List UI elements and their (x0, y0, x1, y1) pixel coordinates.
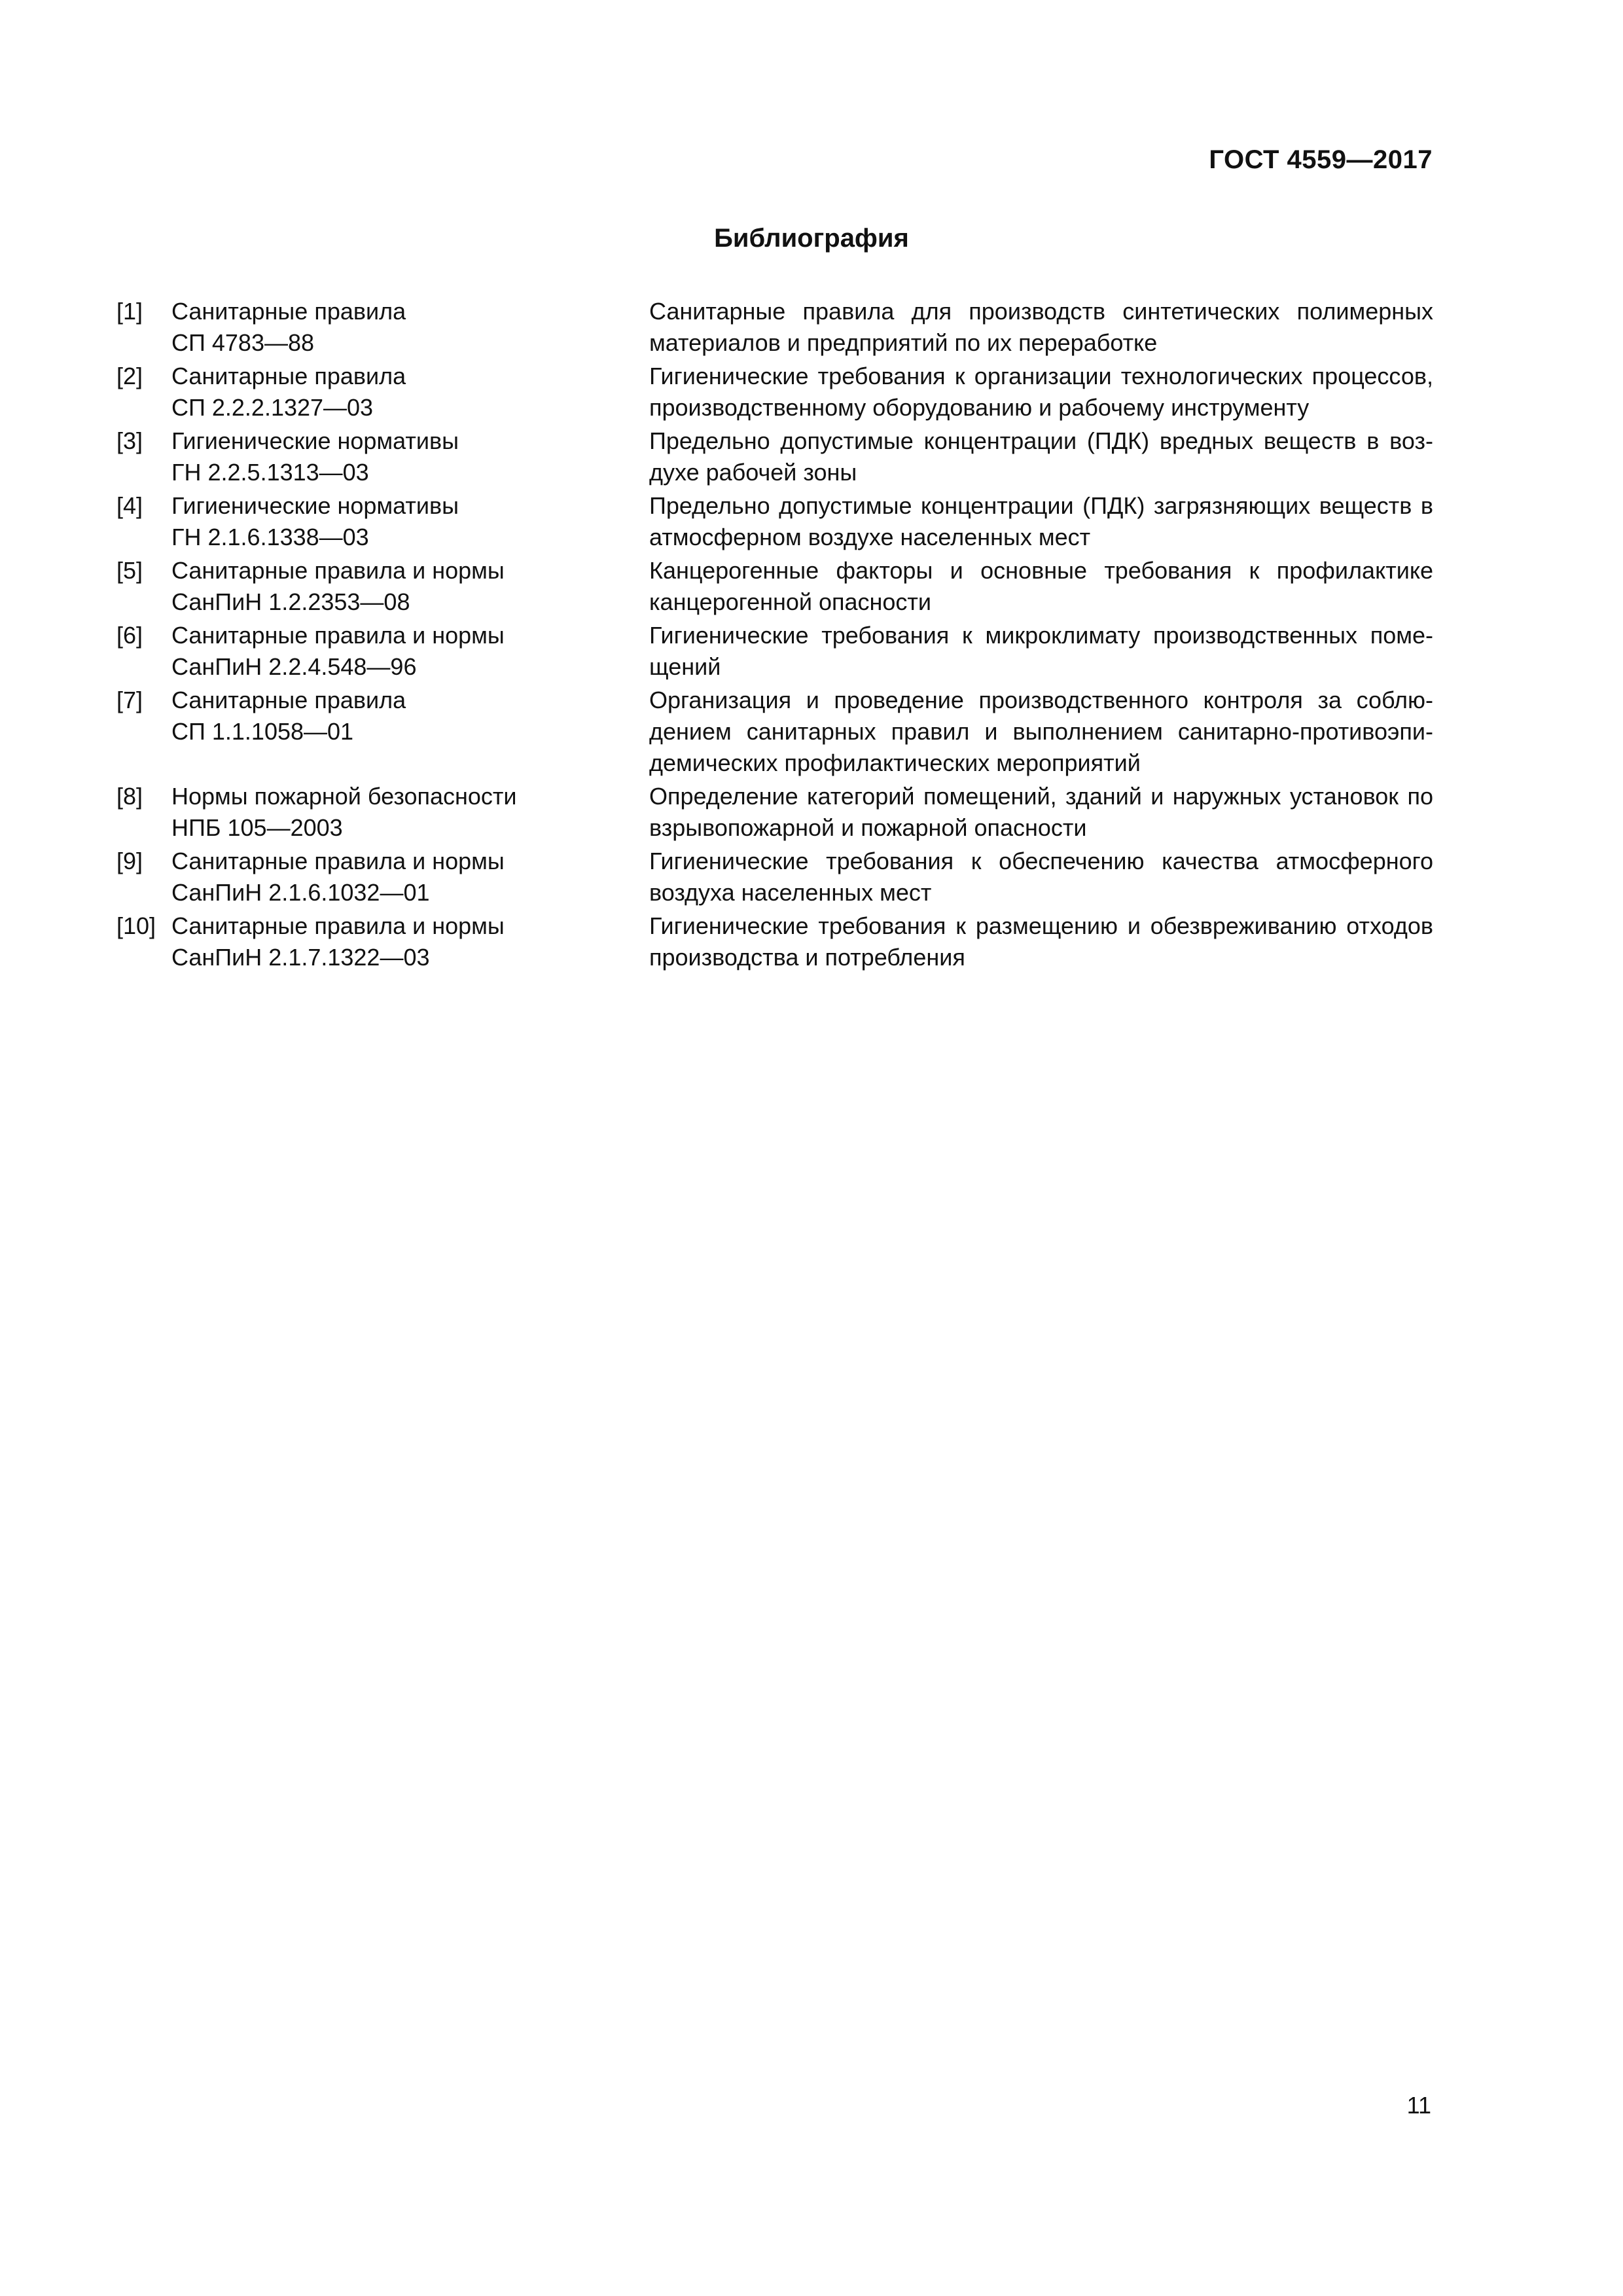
entry-title: Гигиенические требования к размещению и обезвреживанию отходов производства и потребления (649, 912, 1433, 971)
entry-document (171, 555, 649, 618)
entry-document (171, 685, 649, 779)
entry-document-id: ГН 2.2.5.1313—03 (171, 459, 369, 486)
entry-number: [4] (116, 492, 143, 519)
entry-document-id: СанПиН 2.1.7.1322—03 (171, 944, 430, 971)
entry-number: [5] (116, 557, 143, 584)
entry-document-id: СП 2.2.2.1327—03 (171, 394, 374, 421)
entry-document-type: Санитарные правила (171, 363, 406, 389)
entry-document-type: Санитарные правила (171, 687, 406, 713)
entry-document-type: Гигиенические нормативы (171, 427, 459, 454)
entry-title: Предельно допустимые концентрации (ПДК) загрязняющих веществ в атмосферном воздухе населенных мест (649, 492, 1433, 550)
page-number: 11 (1406, 2092, 1431, 2119)
entry-title: Санитарные правила для производств синтетических полимерных материалов и предприятий по их переработке (649, 298, 1433, 356)
entry-title: Организация и проведение производственного контроля за соблюдением санитарных правил и выполнением санитарно-противоэпидемических профилактических мероприятий (649, 687, 1433, 776)
entry-document-id: СанПиН 2.2.4.548—96 (171, 653, 417, 680)
entry-title: Канцерогенные факторы и основные требования к профилактике канцерогенной опасности (649, 557, 1433, 615)
entry-title: Предельно допустимые концентрации (ПДК) вредных веществ в воздухе рабочей зоны (649, 427, 1433, 486)
entry-document (171, 846, 649, 908)
entry-number: [8] (116, 783, 143, 810)
entry-title: Гигиенические требования к обеспечению качества атмосферного воздуха населенных мест (649, 848, 1433, 906)
entry-document-type: Санитарные правила и нормы (171, 622, 505, 649)
entry-number: [1] (116, 298, 143, 325)
entry-document-type: Санитарные правила и нормы (171, 557, 505, 584)
bibliography-entry (116, 685, 1433, 779)
bibliography-entry (116, 296, 1433, 359)
entry-document-type: Гигиенические нормативы (171, 492, 459, 519)
entry-document-id: СП 1.1.1058—01 (171, 718, 354, 745)
entry-number: [2] (116, 363, 143, 389)
entry-number: [9] (116, 848, 143, 874)
bibliography-entry (116, 910, 1433, 973)
bibliography-entry (116, 490, 1433, 553)
entry-document-id: ГН 2.1.6.1338—03 (171, 524, 369, 550)
bibliography-list (116, 296, 1433, 975)
entry-document-id: СанПиН 2.1.6.1032—01 (171, 879, 430, 906)
entry-document (171, 620, 649, 683)
bibliography-entry (116, 555, 1433, 618)
entry-document-type: Санитарные правила и нормы (171, 848, 505, 874)
entry-document-type: Нормы пожарной безопасности (171, 783, 517, 810)
entry-title: Гигиенические требования к организации технологических процессов, производственному оборудованию и рабочему инструменту (649, 363, 1433, 421)
entry-number: [7] (116, 687, 143, 713)
entry-document-id: СП 4783—88 (171, 329, 315, 356)
document-code: ГОСТ 4559—2017 (1209, 145, 1433, 174)
entry-document (171, 490, 649, 553)
entry-title: Гигиенические требования к микроклимату производственных помещений (649, 622, 1433, 680)
entry-document-type: Санитарные правила (171, 298, 406, 325)
entry-number: [10] (116, 912, 156, 939)
entry-document-id: НПБ 105—2003 (171, 814, 343, 841)
entry-document (171, 361, 649, 423)
bibliography-entry (116, 425, 1433, 488)
entry-document-id: СанПиН 1.2.2353—08 (171, 588, 410, 615)
entry-document (171, 296, 649, 359)
entry-number: [3] (116, 427, 143, 454)
entry-title: Определение категорий помещений, зданий и наружных установок по взрывопожарной и пожарной опасности (649, 783, 1433, 841)
bibliography-title: Библиография (714, 224, 909, 253)
bibliography-entry (116, 781, 1433, 844)
bibliography-entry (116, 361, 1433, 423)
entry-document (171, 910, 649, 973)
bibliography-entry (116, 620, 1433, 683)
entry-number: [6] (116, 622, 143, 649)
entry-document (171, 781, 649, 844)
entry-document-type: Санитарные правила и нормы (171, 912, 505, 939)
bibliography-entry (116, 846, 1433, 908)
entry-document (171, 425, 649, 488)
